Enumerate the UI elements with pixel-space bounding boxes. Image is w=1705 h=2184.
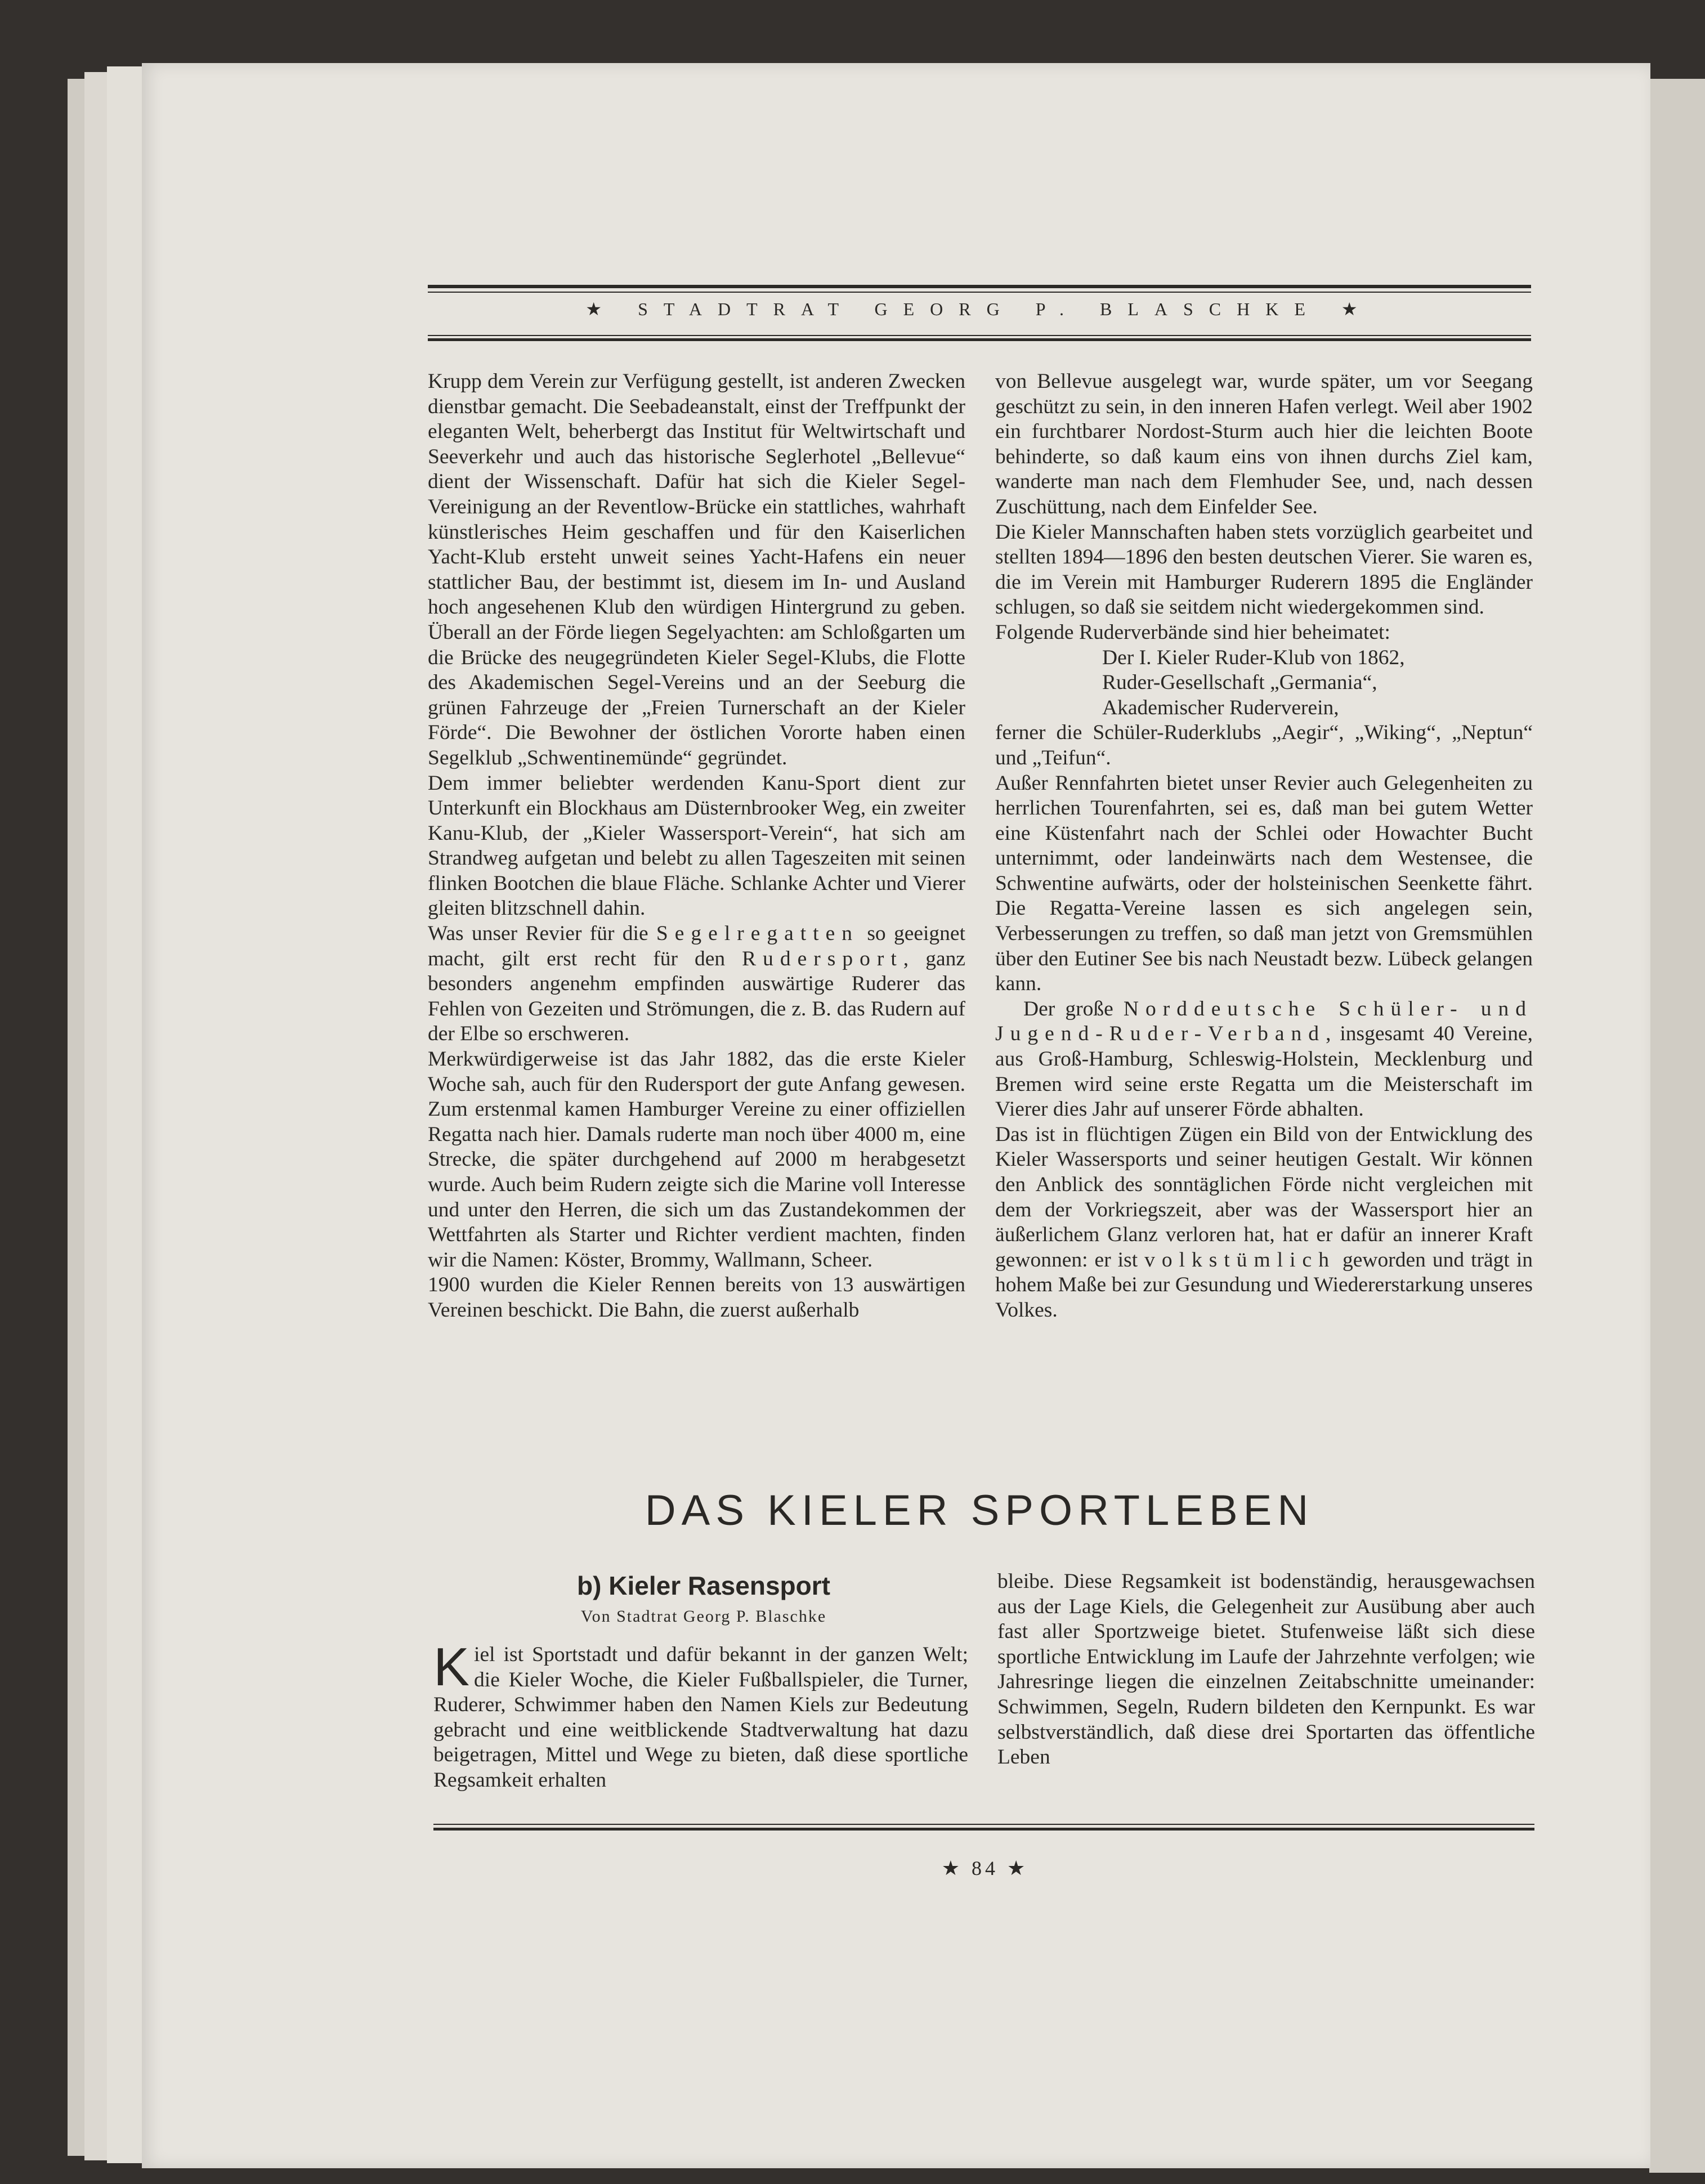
section-title: DAS KIELER SPORTLEBEN [645,1487,1314,1534]
paragraph: Außer Rennfahrten bietet unser Revier auch Gelegenheiten zu herrlichen Tourenfahrten, sei es, daß man bei gutem Wetter eine Küstenfahrt nach der Schlei oder Howachter Bucht unternimmt, oder landeinwärts nach dem Westensee, die Schwentine aufwärts, oder der holsteinischen Seenkette fährt. Die Regatta-Vereine lassen es sich angelegen sein, Verbesserungen zu treffen, so daß man jetzt von Gremsmühlen über den Eutiner See bis nach Neustadt bezw. Lübeck gelangen kann. [995,771,1533,996]
header-rule-bottom [428,335,1531,336]
page-stack-edge [107,66,146,2163]
spaced-term: Norddeutsche Schüler- und Jugend-Ruder-Verband [995,997,1533,1046]
lower-right-column [997,1569,1535,1770]
page-number: ★ 84 ★ [941,1857,1029,1879]
paragraph: von Bellevue ausgelegt war, wurde später, um vor Seegang geschützt zu sein, in den inneren Hafen verlegt. Weil aber 1902 ein furchtbarer Nordost-Sturm auch hier die leichten Boote behinderte, so daß kaum eins von ihnen durchs Ziel kam, wanderte man nach dem Flemhuder See, und, nach dessen Zuschüttung, nach dem Einfelder See. [995,370,1533,518]
article-subtitle: b) Kieler Rasensport [577,1571,830,1600]
upper-left-column [428,369,965,1323]
paragraph-regatta [428,921,965,1047]
text-run: Was unser Revier für die [428,922,656,946]
text-run: iel ist Sportstadt und dafür bekannt in der ganzen Welt; die Kieler Woche, die Kieler Fußballspieler, die Turner, Ruderer, Schwimmer haben den Namen Kiels zur Bedeutung gebracht und eine weitblickende Stadtverwaltung hat dazu beigetragen, Mittel und Wege zu bieten, daß diese sportliche Regsamkeit erhalten [433,1643,968,1792]
club-item: Der I. Kieler Ruder-Klub von 1862, [1102,646,1405,669]
text-run: , insgesamt 40 Vereine, aus Groß-Hamburg, Schleswig-Holstein, Mecklenburg und Bremen wird seine erste Regatta um die Meisterschaft im Vierer dies Jahr auf unserer Förde abhalten. [995,1022,1533,1121]
next-page-edge [1649,79,1705,2173]
paragraph: 1900 wurden die Kieler Rennen bereits von 13 auswärtigen Vereinen beschickt. Die Bahn, die zuerst außerhalb [428,1273,965,1322]
footer-rule-top [433,1824,1534,1825]
paragraph: Merkwürdigerweise ist das Jahr 1882, das die erste Kieler Woche sah, auch für den Rudersport der gute Anfang gewesen. Zum erstenmal kamen Hamburger Vereine zu einer offiziellen Regatta nach hier. Damals ruderte man noch über 4000 m, eine Strecke, die später durchgehend auf 2000 m herabgesetzt wurde. Auch beim Rudern zeigte sich die Marine voll Interesse und unter den Herren, die sich um das Zustandekommen der Wettfahrten als Starter und Richter verdient machten, finden wir die Namen: Köster, Brommy, Wallmann, Scheer. [428,1048,965,1272]
spaced-term: volkstümlich [1144,1248,1336,1272]
paragraph-verband [995,997,1533,1122]
paragraph-closing [995,1122,1533,1323]
club-item: Ruder-Gesellschaft „Germania“, [1102,671,1377,695]
footer-rule-bottom [433,1828,1534,1831]
paragraph [433,1637,968,1793]
text-run: geworden und trägt in hohem Maße bei zur Gesundung und Wiedererstarkung unseres Volkes. [995,1248,1533,1322]
article-byline: Von Stadtrat Georg P. Blaschke [580,1607,827,1626]
paragraph: bleibe. Diese Regsamkeit ist bodenständig, herausgewachsen aus der Lage Kiels, die Gelegenheit zur Ausübung aber auch fast aller Sportzweige bietet. Stufenweise läßt sich diese sportliche Entwicklung im Laufe der Jahrzehnte verfolgen; wie Jahresringe liegen die einzelnen Zeitabschnitte umeinander: Schwimmen, Segeln, Rudern bildeten den Kernpunkt. Es war selbstverständlich, daß diese drei Sportarten das öffentliche Leben [997,1570,1535,1769]
text-run: , ganz besonders angenehm empfinden auswärtige Ruderer das Fehlen von Gezeiten und Strömungen, die z. B. das Rudern auf der Elbe so erschweren. [428,947,965,1046]
drop-cap: K [433,1637,470,1697]
text-run: so geeignet macht, gilt erst recht für den [428,922,965,970]
header-rule-top-thin [428,292,1531,293]
running-head: ★ STADTRAT GEORG P. BLASCHKE ★ [585,299,1373,319]
paragraph: Folgende Ruderverbände sind hier beheimatet: [995,620,1390,644]
paragraph: ferner die Schüler-Ruderklubs „Aegir“, „Wiking“, „Neptun“ und „Teifun“. [995,721,1533,769]
paragraph: Krupp dem Verein zur Verfügung gestellt, ist anderen Zwecken dienstbar gemacht. Die Seebadeanstalt, einst der Treffpunkt der eleganten Welt, beherbergt das Institut für Weltwirtschaft und Seeverkehr und auch das historische Seglerhotel „Bellevue“ dient der Wissenschaft. Dafür hat sich die Kieler Segel-Vereinigung an der Reventlow-Brücke ein stattliches, wahrhaft künstlerisches Heim geschaffen und für den Kaiserlichen Yacht-Klub ersteht unweit seines Yacht-Hafens ein neuer stattlicher Bau, der bestimmt ist, diesem im In- und Ausland hoch angesehenen Klub den würdigen Hintergrund zu geben. Überall an der Förde liegen Segelyachten: am Schloßgarten um die Brücke des neugegründeten Kieler Segel-Klubs, die Flotte des Akademischen Segel-Vereins und an der Seeburg die grünen Fahrzeuge der „Freien Turnerschaft an der Kieler Förde“. Die Bewohner der östlichen Vororte haben einen Segelklub „Schwentinemünde“ gegründet. [428,370,965,769]
spaced-term: Rudersport [742,947,903,970]
club-item: Akademischer Ruderverein, [1102,696,1339,719]
paragraph: Die Kieler Mannschaften haben stets vorzüglich gearbeitet und stellten 1894—1896 den besten deutschen Vierer. Sie waren es, die im Verein mit Hamburger Ruderern 1895 die Engländer schlugen, so daß sie seitdem nicht wiedergekommen sind. [995,520,1533,619]
header-rule-bottom-thick [428,338,1531,341]
text-run: Das ist in flüchtigen Zügen ein Bild von der Entwicklung des Kieler Wassersports und seiner heutigen Gestalt. Wir können den Anblick des sonntäglichen Förde nicht vergleichen mit dem der Vorkriegszeit, aber was der Wassersport hier an äußerlichem Glanz verloren hat, hat er dafür an innerer Kraft gewonnen: er ist [995,1122,1533,1272]
spaced-term: Segelregatten [656,922,859,946]
text-run: Der große [1023,997,1124,1021]
paragraph: Dem immer beliebter werdenden Kanu-Sport dient zur Unterkunft ein Blockhaus am Düsternbrooker Weg, ein zweiter Kanu-Klub, der „Kieler Wassersport-Verein“, hat sich am Strandweg aufgetan und belebt zu allen Tageszeiten mit seinen flinken Bootchen die blaue Fläche. Schlanke Achter und Vierer gleiten blitzschnell dahin. [428,771,965,920]
lower-left-column [433,1637,968,1793]
club-list [995,646,1533,721]
upper-right-column [995,369,1533,1323]
header-rule-top [428,285,1531,288]
